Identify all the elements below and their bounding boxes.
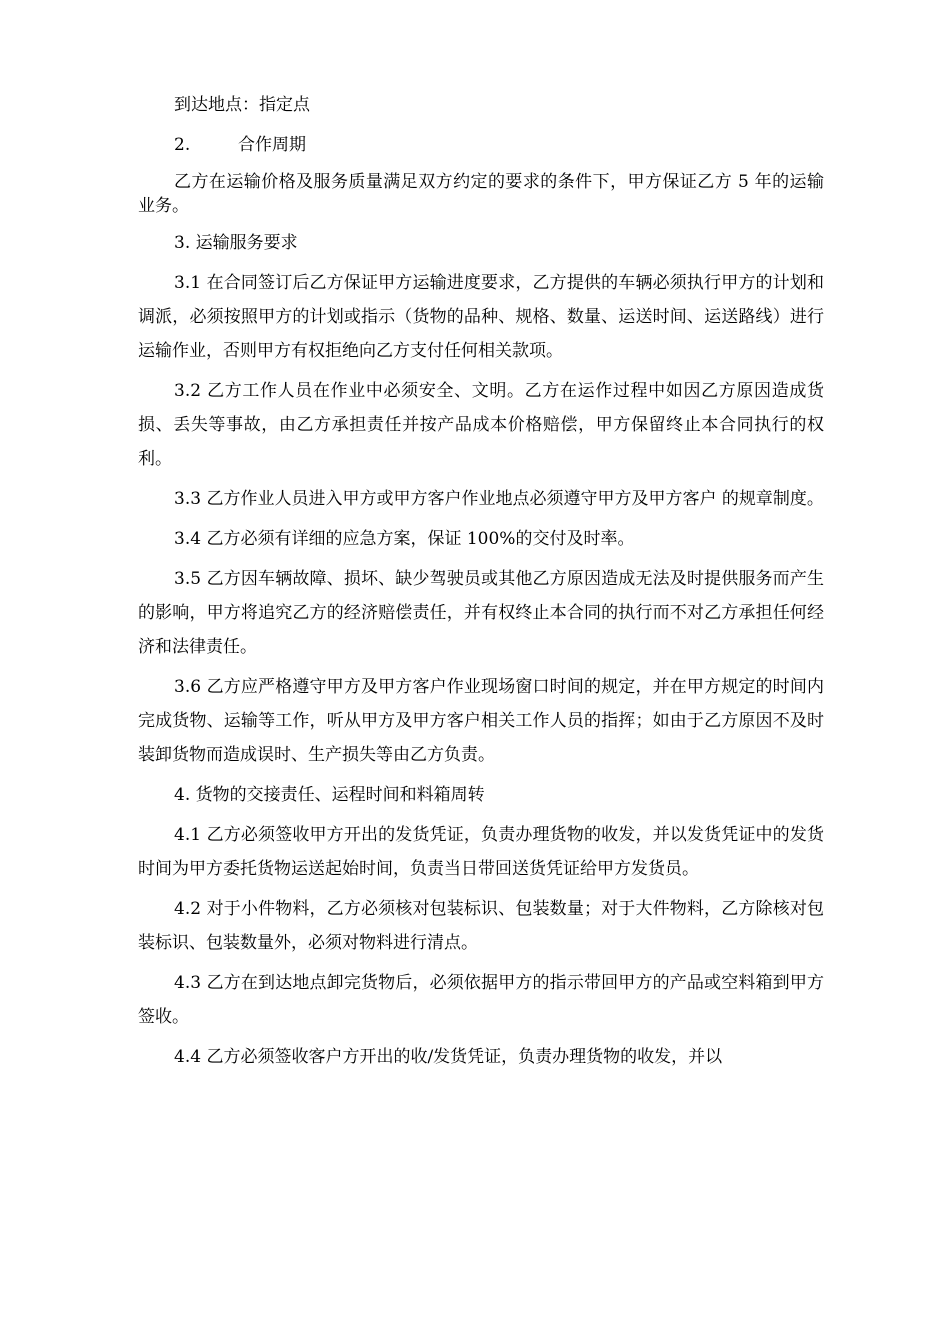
clause-3-4: 3.4 乙方必须有详细的应急方案，保证 100%的交付及时率。 bbox=[174, 529, 635, 549]
clause-4-4: 4.4 乙方必须签收客户方开出的收/发货凭证，负责办理货物的收发，并以 bbox=[174, 1047, 723, 1067]
clause-4-3: 4.3 乙方在到达地点卸完货物后，必须依据甲方的指示带回甲方的产品或空料箱到甲方签收。 bbox=[138, 973, 824, 1027]
clause-3-6: 3.6 乙方应严格遵守甲方及甲方客户作业现场窗口时间的规定，并在甲方规定的时间内完成货物、运输等工作，听从甲方及甲方客户相关工作人员的指挥；如由于乙方原因不及时装卸货物而造成误时、生产损失等由乙方负责。 bbox=[138, 677, 824, 765]
section-3-heading: 3. 运输服务要求 bbox=[174, 233, 298, 253]
section-2-heading bbox=[138, 128, 824, 162]
clause-4-2: 4.2 对于小件物料，乙方必须核对包装标识、包装数量；对于大件物料，乙方除核对包装标识、包装数量外，必须对物料进行清点。 bbox=[138, 899, 824, 953]
clause-3-5: 3.5 乙方因车辆故障、损坏、缺少驾驶员或其他乙方原因造成无法及时提供服务而产生的影响，甲方将追究乙方的经济赔偿责任，并有权终止本合同的执行而不对乙方承担任何经济和法律责任。 bbox=[138, 569, 824, 657]
section-2-body: 乙方在运输价格及服务质量满足双方约定的要求的条件下，甲方保证乙方 5 年的运输业务。 bbox=[138, 172, 824, 216]
clause-3-3: 3.3 乙方作业人员进入甲方或甲方客户作业地点必须遵守甲方及甲方客户 的规章制度。 bbox=[174, 489, 824, 509]
arrival-location-line: 到达地点：指定点 bbox=[174, 95, 310, 115]
clause-4-1: 4.1 乙方必须签收甲方开出的发货凭证，负责办理货物的收发，并以发货凭证中的发货时间为甲方委托货物运送起始时间，负责当日带回送货凭证给甲方发货员。 bbox=[138, 825, 824, 879]
section-2-title: 合作周期 bbox=[238, 135, 306, 155]
section-4-heading: 4. 货物的交接责任、运程时间和料箱周转 bbox=[174, 785, 485, 805]
clause-3-1: 3.1 在合同签订后乙方保证甲方运输进度要求，乙方提供的车辆必须执行甲方的计划和调派，必须按照甲方的计划或指示（货物的品种、规格、数量、运送时间、运送路线）进行运输作业，否则甲方有权拒绝向乙方支付任何相关款项。 bbox=[138, 273, 824, 361]
document-body bbox=[138, 88, 824, 1074]
section-2-number: 2. bbox=[174, 135, 191, 155]
clause-3-2: 3.2 乙方工作人员在作业中必须安全、文明。乙方在运作过程中如因乙方原因造成货损、丢失等事故，由乙方承担责任并按产品成本价格赔偿，甲方保留终止本合同执行的权利。 bbox=[138, 381, 824, 469]
